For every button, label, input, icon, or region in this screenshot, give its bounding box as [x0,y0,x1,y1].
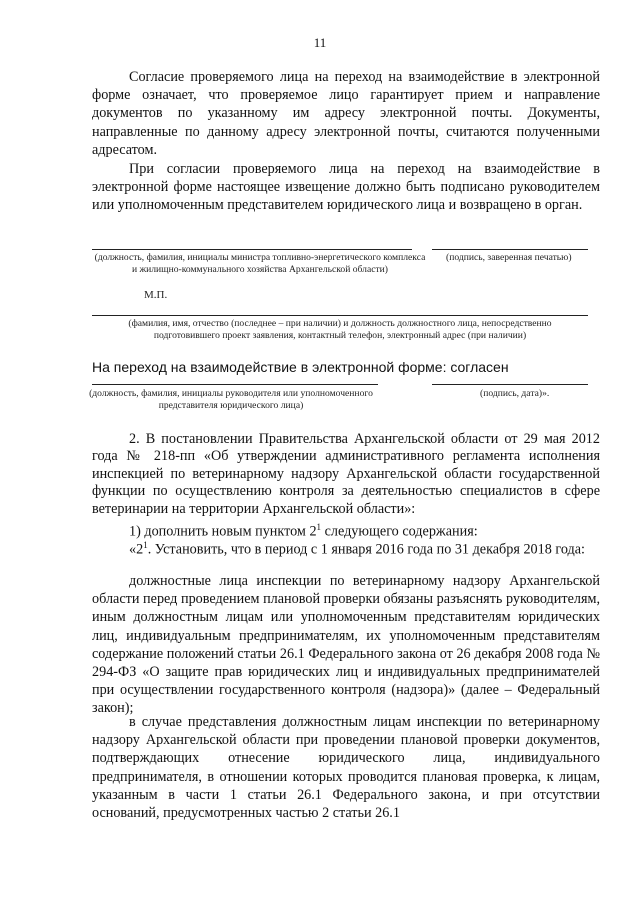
representative-caption: (должность, фамилия, инициалы руководителя или уполномоченного представителя юридического лица) [89,388,373,411]
seal-caption: (подпись, заверенная печатью) [446,252,572,263]
subitem-1-sup: 1 [316,522,322,532]
signature-line-seal [432,249,588,250]
signature-line-representative [92,384,378,385]
page-number: 11 [313,35,327,50]
signature-line-minister [92,249,412,250]
paragraph-documents-case: в случае представления должностным лицам инспекции по ветеринарному надзору Архангельской области при проведении плановой проверки документов, подтверждающих отнесение юридического лица, индивидуального предпринимателя, в отношении которых проводится плановая проверка, к лицам, указанным в части 1 статьи 26.1 Федерального закона, и при отсутствии оснований, предусмотренных частью 2 статьи 26.1 [92,714,600,822]
paragraph-consent-signature: При согласии проверяемого лица на переход на взаимодействие в электронной форме настоящее извещение должно быть подписано руководителем или уполномоченным представителем юридического лица и возвращено в орган. [92,161,600,214]
quote-text: «2 [129,541,144,558]
item-2-paragraph: 2. В постановлении Правительства Архангельской области от 29 мая 2012 года № 218-пп «Об утверждении административного регламента исполнения инспекцией по ветеринарному надзору Архангельской области государственной функции по осуществлению контроля за деятельностью специалистов в сфере ветеринарии на территории Архангельской области»: [92,431,600,517]
preparer-line [92,315,588,316]
quote-sup: 1 [143,540,148,550]
stamp-mark: М.П. [144,289,168,301]
quote-suffix: . Установить, что в период с 1 января 2016 года по 31 декабря 2018 года: [147,541,585,558]
quote-paragraph [92,536,600,559]
signature-line-date [432,384,588,385]
subitem-1-text: 1) дополнить новым пунктом 2 [129,523,317,540]
signature-date-caption: (подпись, дата)». [480,388,550,399]
consent-statement: На переход на взаимодействие в электронной форме: согласен [92,359,509,375]
paragraph-consent-meaning: Согласие проверяемого лица на переход на взаимодействие в электронной форме означает, что проверяемое лицо гарантирует прием и направление документов по указанному им адресу электронной почты. Документы, направленные по данному адресу электронной почты, считаются полученными адресатом. [92,69,600,158]
subitem-1-suffix: следующего содержания: [321,523,478,540]
preparer-caption: (фамилия, имя, отчество (последнее – при наличии) и должность должностного лица, непосредственно подготовившего проект заявления, контактный телефон, электронный адрес (при наличии) [128,318,552,341]
minister-caption: (должность, фамилия, инициалы министра топливно-энергетического комплекса и жилищно-коммунального хозяйства Архангельской области) [94,252,426,275]
paragraph-officials-duty: должностные лица инспекции по ветеринарному надзору Архангельской области перед проведением плановой проверки обязаны разъяснять руководителям, иным должностным лицам или уполномоченным представителям юридических лиц, индивидуальным предпринимателям, их уполномоченным представителям содержание положений статьи 26.1 Федерального закона от 26 декабря 2008 года № 294-ФЗ «О защите прав юридических лиц и индивидуальных предпринимателей при осуществлении государственного контроля (надзора)» (далее – Федеральный закон); [92,573,600,717]
